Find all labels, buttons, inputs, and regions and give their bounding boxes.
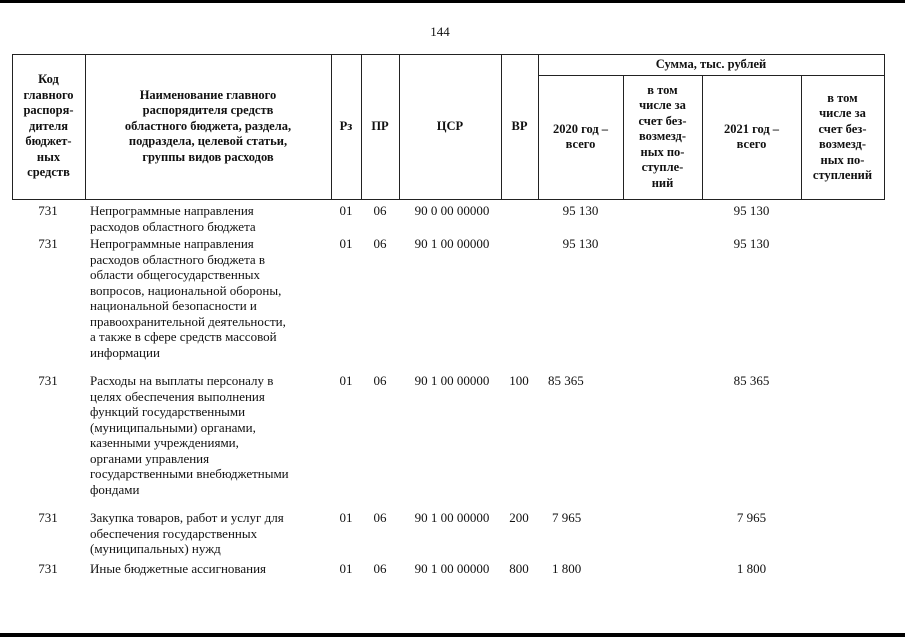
header-vr: ВР	[511, 118, 528, 133]
row-csr: 90 0 00 00000	[414, 203, 490, 218]
row-pr: 06	[373, 236, 387, 251]
row-csr: 90 1 00 00000	[414, 561, 490, 576]
row-code: 731	[38, 236, 58, 251]
row-rz: 01	[339, 561, 353, 576]
header-2021-free: в том числе за счет без- возмезд- ных по- ступлений	[812, 90, 873, 182]
header-sum: Сумма, тыс. рублей	[655, 56, 767, 71]
row-rz: 01	[339, 373, 353, 388]
row-vr: 800	[509, 561, 529, 576]
row-pr: 06	[373, 203, 387, 218]
header-rz: Рз	[339, 118, 353, 133]
row-sum-2020: 1 800	[552, 561, 582, 576]
header-csr: ЦСР	[436, 118, 464, 133]
row-vr: 100	[509, 373, 529, 388]
row-rz: 01	[339, 203, 353, 218]
page-number: 144	[430, 24, 450, 39]
row-name: Непрограммные направления расходов областного бюджета	[90, 203, 256, 234]
row-sum-2020: 95 130	[562, 203, 599, 218]
row-sum-2021: 7 965	[736, 510, 767, 525]
row-sum-2020: 85 365	[548, 373, 584, 388]
header-2020-total: 2020 год – всего	[552, 121, 609, 151]
row-name: Непрограммные направления расходов областного бюджета в области общегосударственных вопросов, национальной обороны, национальной безопасности и правоохранительной деятельности, а также в сфере средств массовой информации	[90, 236, 286, 360]
row-sum-2021: 95 130	[733, 203, 770, 218]
row-pr: 06	[373, 373, 387, 388]
row-vr: 200	[509, 510, 529, 525]
row-csr: 90 1 00 00000	[414, 236, 490, 251]
row-pr: 06	[373, 510, 387, 525]
row-rz: 01	[339, 510, 353, 525]
row-code: 731	[38, 373, 58, 388]
header-pr: ПР	[371, 118, 389, 133]
top-border	[0, 0, 905, 3]
row-name: Иные бюджетные ассигнования	[90, 561, 267, 576]
row-pr: 06	[373, 561, 387, 576]
row-csr: 90 1 00 00000	[414, 510, 490, 525]
row-code: 731	[38, 203, 58, 218]
header-name: Наименование главного распорядителя средств областного бюджета, раздела, подраздела, целевой статьи, группы видов расходов	[124, 87, 292, 164]
header-2021-total: 2021 год – всего	[723, 121, 780, 151]
row-sum-2021: 95 130	[733, 236, 770, 251]
header-code: Код главного распоря- дителя бюджет- ных средств	[23, 72, 74, 180]
row-sum-2020: 95 130	[562, 236, 599, 251]
bottom-border	[0, 633, 905, 637]
row-name: Закупка товаров, работ и услуг для обеспечения государственных (муниципальных) нужд	[90, 510, 284, 556]
row-name: Расходы на выплаты персоналу в целях обеспечения выполнения функций государственными (муниципальными) органами, казенными учреждениями, органами управления государственными внебюджетными фондами	[90, 373, 289, 497]
row-sum-2021: 1 800	[736, 561, 767, 576]
row-code: 731	[38, 561, 58, 576]
row-code: 731	[38, 510, 58, 525]
row-sum-2020: 7 965	[552, 510, 582, 525]
header-2020-free: в том числе за счет без- возмезд- ных по- ступле- ний	[638, 82, 687, 190]
row-sum-2021: 85 365	[733, 373, 770, 388]
row-csr: 90 1 00 00000	[414, 373, 490, 388]
row-rz: 01	[339, 236, 353, 251]
